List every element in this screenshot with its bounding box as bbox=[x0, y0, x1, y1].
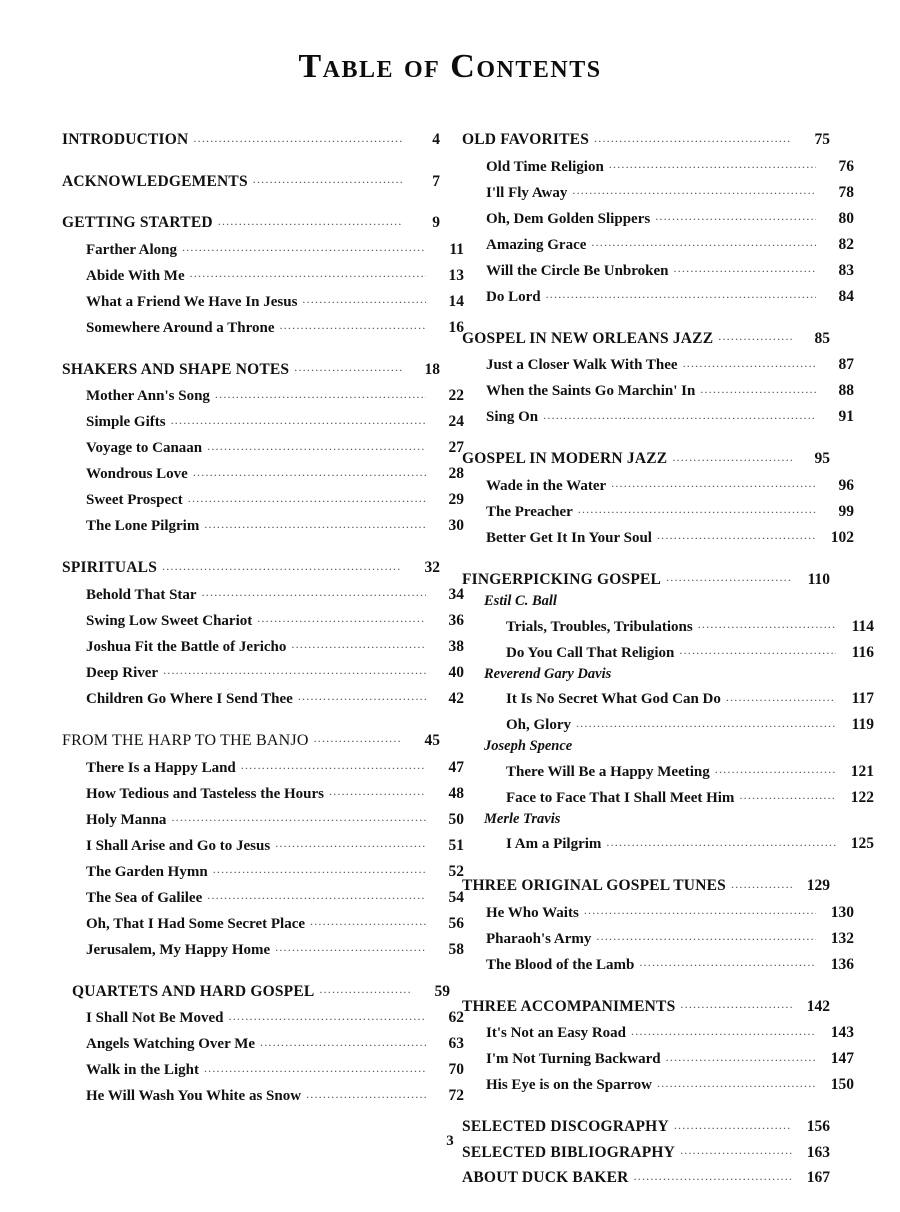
toc-artist-label: Merle Travis bbox=[484, 810, 561, 827]
dot-leader bbox=[731, 874, 792, 890]
toc-entry-page-number: 63 bbox=[448, 1035, 464, 1052]
toc-song-entry[interactable] bbox=[62, 264, 464, 284]
dot-leader bbox=[257, 609, 426, 625]
toc-entry-label: Oh, Dem Golden Slippers bbox=[486, 210, 651, 227]
toc-song-entry[interactable] bbox=[62, 488, 464, 508]
dot-leader bbox=[229, 1006, 426, 1022]
toc-entry-page-number: 125 bbox=[850, 835, 874, 852]
toc-entry-label: It's Not an Easy Road bbox=[486, 1025, 627, 1041]
dot-leader bbox=[679, 641, 836, 657]
dot-leader bbox=[726, 687, 836, 703]
toc-entry-label: Oh, That I Had Some Secret Place bbox=[86, 915, 306, 932]
toc-entry-label: The Garden Hymn bbox=[86, 863, 208, 880]
toc-song-entry[interactable] bbox=[462, 832, 874, 852]
toc-entry-page-number: 129 bbox=[806, 877, 830, 894]
toc-entry-page-number: 110 bbox=[807, 570, 830, 588]
dot-leader bbox=[204, 1058, 426, 1074]
dot-leader bbox=[306, 1084, 426, 1100]
toc-song-entry[interactable] bbox=[62, 782, 464, 802]
toc-entry-page-number: 76 bbox=[838, 157, 854, 175]
toc-entry-page-number: 22 bbox=[448, 387, 464, 404]
toc-entry-label: Swing Low Sweet Chariot bbox=[86, 612, 253, 629]
dot-leader bbox=[182, 238, 426, 254]
toc-song-entry[interactable] bbox=[62, 1084, 464, 1104]
dot-leader bbox=[190, 264, 426, 280]
toc-entry-page-number: 75 bbox=[814, 131, 830, 148]
toc-entry-label: I Am a Pilgrim bbox=[506, 836, 602, 852]
dot-leader bbox=[163, 661, 426, 677]
dot-leader bbox=[674, 259, 816, 275]
toc-section bbox=[62, 980, 464, 1105]
toc-song-entry[interactable] bbox=[462, 474, 854, 494]
toc-entry-label: ABOUT DUCK BAKER bbox=[462, 1169, 629, 1186]
toc-entry-label: There Will Be a Happy Meeting bbox=[506, 763, 710, 780]
dot-leader bbox=[546, 285, 816, 301]
toc-entry-page-number: 121 bbox=[850, 762, 874, 780]
toc-song-entry[interactable] bbox=[62, 1058, 464, 1078]
dot-leader bbox=[700, 379, 816, 395]
toc-section bbox=[62, 556, 464, 707]
toc-entry-label: Angels Watching Over Me bbox=[86, 1036, 256, 1052]
toc-entry-page-number: 136 bbox=[830, 955, 854, 973]
toc-entry-label: SHAKERS AND SHAPE NOTES bbox=[62, 360, 290, 378]
toc-entry-label: What a Friend We Have In Jesus bbox=[86, 293, 298, 310]
toc-section-header[interactable] bbox=[62, 128, 440, 148]
toc-entry-label: Do Lord bbox=[486, 288, 541, 305]
toc-song-entry[interactable] bbox=[62, 583, 464, 603]
toc-entry-label: QUARTETS AND HARD GOSPEL bbox=[72, 982, 315, 1000]
dot-leader bbox=[718, 327, 792, 343]
toc-section-header[interactable] bbox=[462, 447, 830, 467]
toc-song-entry[interactable] bbox=[462, 233, 854, 253]
toc-entry-page-number: 78 bbox=[838, 183, 854, 201]
toc-song-entry[interactable] bbox=[62, 912, 464, 932]
toc-entry-label: Sing On bbox=[486, 409, 539, 425]
toc-entry-page-number: 99 bbox=[838, 502, 854, 520]
toc-entry-label: SELECTED BIBLIOGRAPHY bbox=[462, 1143, 676, 1161]
toc-song-entry[interactable] bbox=[62, 834, 464, 854]
toc-entry-label: It Is No Secret What God Can Do bbox=[506, 691, 721, 707]
toc-entry-page-number: 150 bbox=[830, 1076, 854, 1093]
toc-entry-label: Abide With Me bbox=[86, 267, 185, 284]
toc-entry-page-number: 70 bbox=[448, 1061, 464, 1078]
toc-song-entry[interactable] bbox=[62, 635, 464, 655]
toc-entry-page-number: 58 bbox=[448, 940, 464, 958]
toc-entry-page-number: 11 bbox=[449, 240, 464, 258]
toc-entry-page-number: 163 bbox=[806, 1143, 830, 1161]
toc-entry-page-number: 119 bbox=[851, 716, 874, 733]
toc-entry-label: Do You Call That Religion bbox=[506, 644, 675, 661]
toc-entry-page-number: 80 bbox=[838, 209, 854, 227]
toc-song-entry[interactable] bbox=[62, 609, 464, 629]
toc-entry-page-number: 84 bbox=[838, 287, 854, 305]
toc-entry-label: Wade in the Water bbox=[486, 477, 607, 494]
toc-song-entry[interactable] bbox=[462, 526, 854, 546]
toc-entry-label: The Blood of the Lamb bbox=[486, 956, 635, 973]
toc-entry-page-number: 142 bbox=[806, 997, 830, 1015]
toc-backmatter-entry[interactable] bbox=[462, 1166, 830, 1186]
toc-entry-label: Better Get It In Your Soul bbox=[486, 529, 652, 546]
dot-leader bbox=[218, 211, 402, 227]
dot-leader bbox=[302, 290, 426, 306]
dot-leader bbox=[171, 410, 426, 426]
toc-entry-page-number: 85 bbox=[814, 329, 830, 347]
toc-section bbox=[62, 170, 440, 190]
dot-leader bbox=[596, 927, 816, 943]
toc-song-entry[interactable] bbox=[62, 410, 464, 430]
toc-section-header[interactable] bbox=[62, 170, 440, 190]
dot-leader bbox=[188, 488, 426, 504]
dot-leader bbox=[193, 128, 402, 144]
toc-song-entry[interactable] bbox=[62, 514, 464, 534]
toc-backmatter-block bbox=[462, 1115, 830, 1186]
toc-artist-label: Joseph Spence bbox=[484, 738, 573, 754]
dot-leader bbox=[253, 170, 402, 186]
toc-entry-label: Pharaoh's Army bbox=[486, 930, 592, 947]
toc-entry-label: When the Saints Go Marchin' In bbox=[486, 383, 696, 399]
toc-entry-page-number: 96 bbox=[838, 476, 854, 494]
toc-entry-page-number: 52 bbox=[448, 862, 464, 880]
dot-leader bbox=[655, 207, 816, 223]
toc-entry-label: There Is a Happy Land bbox=[86, 759, 236, 776]
dot-leader bbox=[683, 353, 816, 369]
toc-section bbox=[462, 128, 854, 305]
toc-entry-page-number: 91 bbox=[838, 408, 854, 425]
toc-entry-page-number: 27 bbox=[448, 439, 464, 456]
toc-entry-page-number: 4 bbox=[432, 131, 440, 148]
toc-entry-label: GETTING STARTED bbox=[62, 214, 213, 231]
toc-artist-heading bbox=[462, 739, 852, 754]
toc-entry-page-number: 50 bbox=[448, 810, 464, 828]
toc-song-entry[interactable] bbox=[462, 641, 874, 661]
toc-entry-label: He Who Waits bbox=[486, 904, 579, 921]
toc-section-header[interactable] bbox=[462, 568, 830, 588]
toc-artist-heading bbox=[462, 812, 852, 827]
toc-entry-label: The Lone Pilgrim bbox=[86, 518, 200, 534]
toc-song-entry[interactable] bbox=[462, 615, 874, 635]
toc-entry-label: Behold That Star bbox=[86, 586, 197, 603]
toc-entry-page-number: 72 bbox=[448, 1087, 464, 1104]
toc-song-entry[interactable] bbox=[462, 285, 854, 305]
toc-entry-label: Trials, Troubles, Tribulations bbox=[506, 618, 693, 635]
toc-section bbox=[462, 447, 854, 546]
toc-entry-page-number: 51 bbox=[448, 836, 464, 854]
dot-leader bbox=[329, 782, 426, 798]
toc-song-entry[interactable] bbox=[62, 756, 464, 776]
dot-leader bbox=[657, 526, 816, 542]
toc-song-entry[interactable] bbox=[462, 901, 854, 921]
dot-leader bbox=[672, 447, 792, 463]
dot-leader bbox=[666, 568, 792, 584]
dot-leader bbox=[578, 500, 816, 516]
toc-entry-label: The Preacher bbox=[486, 503, 573, 520]
dot-leader bbox=[280, 316, 426, 332]
toc-song-entry[interactable] bbox=[62, 384, 464, 404]
toc-entry-page-number: 122 bbox=[850, 788, 874, 806]
toc-song-entry[interactable] bbox=[62, 436, 464, 456]
toc-song-entry[interactable] bbox=[62, 1032, 464, 1052]
toc-section bbox=[62, 128, 440, 148]
toc-column-right bbox=[462, 128, 874, 1192]
toc-entry-page-number: 13 bbox=[448, 266, 464, 284]
dot-leader bbox=[193, 462, 426, 478]
dot-leader bbox=[260, 1032, 426, 1048]
toc-entry-label: Wondrous Love bbox=[86, 466, 188, 482]
dot-leader bbox=[298, 687, 426, 703]
toc-entry-label: Joshua Fit the Battle of Jericho bbox=[86, 638, 287, 655]
dot-leader bbox=[609, 155, 816, 171]
dot-leader bbox=[204, 514, 426, 530]
toc-entry-label: Old Time Religion bbox=[486, 158, 604, 175]
dot-leader bbox=[666, 1047, 816, 1063]
toc-entry-label: Amazing Grace bbox=[486, 236, 587, 253]
toc-entry-page-number: 114 bbox=[851, 617, 874, 635]
dot-leader bbox=[584, 901, 816, 917]
toc-song-entry[interactable] bbox=[462, 207, 854, 227]
dot-leader bbox=[310, 912, 426, 928]
toc-entry-label: Deep River bbox=[86, 664, 159, 681]
dot-leader bbox=[241, 756, 426, 772]
toc-entry-page-number: 117 bbox=[851, 690, 874, 707]
toc-entry-page-number: 14 bbox=[448, 292, 464, 310]
toc-song-entry[interactable] bbox=[62, 316, 464, 336]
toc-entry-label: I'm Not Turning Backward bbox=[486, 1051, 661, 1067]
toc-song-entry[interactable] bbox=[462, 786, 874, 806]
toc-entry-label: GOSPEL IN NEW ORLEANS JAZZ bbox=[462, 329, 714, 347]
dot-leader bbox=[674, 1115, 792, 1131]
toc-song-entry[interactable] bbox=[462, 181, 854, 201]
toc-section-header[interactable] bbox=[62, 729, 440, 749]
toc-song-entry[interactable] bbox=[462, 1073, 854, 1093]
dot-leader bbox=[202, 583, 426, 599]
page-title: Table of Contents bbox=[298, 48, 602, 85]
toc-entry-page-number: 167 bbox=[806, 1169, 830, 1186]
toc-section-header[interactable] bbox=[62, 358, 440, 378]
toc-entry-label: He Will Wash You White as Snow bbox=[86, 1088, 302, 1104]
toc-entry-page-number: 30 bbox=[448, 517, 464, 534]
toc-song-entry[interactable] bbox=[462, 1047, 854, 1067]
dot-leader bbox=[213, 860, 426, 876]
toc-entry-page-number: 36 bbox=[448, 611, 464, 629]
toc-entry-page-number: 7 bbox=[432, 172, 440, 190]
dot-leader bbox=[294, 358, 402, 374]
toc-entry-label: SPIRITUALS bbox=[62, 559, 158, 576]
toc-entry-label: Walk in the Light bbox=[86, 1062, 199, 1078]
toc-song-entry[interactable] bbox=[462, 500, 854, 520]
toc-song-entry[interactable] bbox=[462, 927, 854, 947]
toc-song-entry[interactable] bbox=[62, 290, 464, 310]
toc-song-entry[interactable] bbox=[62, 238, 464, 258]
toc-entry-label: Voyage to Canaan bbox=[86, 440, 203, 456]
toc-entry-page-number: 62 bbox=[448, 1009, 464, 1026]
toc-entry-page-number: 132 bbox=[830, 929, 854, 947]
dot-leader bbox=[215, 384, 426, 400]
toc-entry-label: Just a Closer Walk With Thee bbox=[486, 357, 678, 373]
toc-song-entry[interactable] bbox=[62, 808, 464, 828]
toc-entry-label: INTRODUCTION bbox=[62, 131, 189, 148]
toc-entry-page-number: 87 bbox=[838, 356, 854, 373]
toc-song-entry[interactable] bbox=[462, 259, 854, 279]
toc-song-entry[interactable] bbox=[62, 661, 464, 681]
dot-leader bbox=[162, 556, 402, 572]
toc-entry-label: Will the Circle Be Unbroken bbox=[486, 262, 669, 279]
dot-leader bbox=[631, 1021, 816, 1037]
toc-song-entry[interactable] bbox=[462, 155, 854, 175]
toc-entry-page-number: 59 bbox=[434, 982, 450, 1000]
toc-entry-label: How Tedious and Tasteless the Hours bbox=[86, 785, 324, 802]
dot-leader bbox=[634, 1166, 792, 1182]
toc-entry-page-number: 28 bbox=[448, 465, 464, 482]
toc-song-entry[interactable] bbox=[62, 687, 464, 707]
toc-entry-page-number: 56 bbox=[448, 914, 464, 932]
toc-entry-label: His Eye is on the Sparrow bbox=[486, 1077, 652, 1093]
dot-leader bbox=[291, 635, 426, 651]
toc-entry-page-number: 40 bbox=[448, 663, 464, 681]
toc-entry-label: Somewhere Around a Throne bbox=[86, 319, 275, 336]
dot-leader bbox=[606, 832, 836, 848]
toc-entry-page-number: 45 bbox=[424, 731, 440, 749]
toc-entry-label: The Sea of Galilee bbox=[86, 889, 203, 906]
toc-entry-page-number: 130 bbox=[830, 903, 854, 921]
toc-entry-label: Simple Gifts bbox=[86, 414, 166, 430]
toc-section-header[interactable] bbox=[62, 980, 450, 1000]
dot-leader bbox=[576, 713, 836, 729]
toc-entry-label: FROM THE HARP TO THE BANJO bbox=[62, 731, 309, 749]
dot-leader bbox=[275, 938, 426, 954]
toc-section-header[interactable] bbox=[462, 327, 830, 347]
toc-section-header[interactable] bbox=[462, 995, 830, 1015]
toc-song-entry[interactable] bbox=[62, 886, 464, 906]
dot-leader bbox=[171, 808, 426, 824]
toc-section bbox=[462, 995, 854, 1094]
toc-column-left bbox=[62, 128, 464, 1110]
toc-entry-label: Sweet Prospect bbox=[86, 492, 183, 508]
dot-leader bbox=[314, 729, 402, 745]
toc-entry-label: THREE ORIGINAL GOSPEL TUNES bbox=[462, 877, 726, 894]
toc-song-entry[interactable] bbox=[62, 1006, 464, 1026]
toc-entry-page-number: 147 bbox=[830, 1050, 854, 1067]
toc-entry-label: OLD FAVORITES bbox=[462, 131, 590, 148]
dot-leader bbox=[572, 181, 816, 197]
toc-section bbox=[62, 211, 464, 336]
toc-song-entry[interactable] bbox=[462, 687, 874, 707]
toc-entry-page-number: 48 bbox=[448, 784, 464, 802]
toc-entry-page-number: 24 bbox=[448, 413, 464, 430]
toc-entry-label: Children Go Where I Send Thee bbox=[86, 690, 293, 707]
toc-section bbox=[462, 874, 854, 973]
toc-backmatter-entry[interactable] bbox=[462, 1115, 830, 1135]
toc-artist-label: Reverend Gary Davis bbox=[484, 665, 612, 682]
toc-entry-label: Mother Ann's Song bbox=[86, 388, 210, 404]
dot-leader bbox=[698, 615, 836, 631]
toc-artist-heading bbox=[462, 594, 852, 609]
toc-artist-label: Estil C. Ball bbox=[484, 593, 557, 609]
toc-entry-page-number: 82 bbox=[838, 235, 854, 253]
toc-entry-page-number: 32 bbox=[424, 559, 440, 576]
toc-section-header[interactable] bbox=[462, 874, 830, 894]
toc-entry-page-number: 16 bbox=[448, 318, 464, 336]
toc-song-entry[interactable] bbox=[462, 405, 854, 425]
toc-entry-label: I'll Fly Away bbox=[486, 184, 568, 201]
toc-entry-page-number: 156 bbox=[806, 1118, 830, 1135]
toc-song-entry[interactable] bbox=[62, 860, 464, 880]
toc-section bbox=[62, 729, 464, 958]
toc-song-entry[interactable] bbox=[462, 353, 854, 373]
toc-entry-page-number: 42 bbox=[448, 689, 464, 707]
page-folio: 3 bbox=[446, 1133, 454, 1149]
dot-leader bbox=[207, 886, 426, 902]
toc-section-header[interactable] bbox=[462, 128, 830, 148]
toc-entry-label: ACKNOWLEDGEMENTS bbox=[62, 172, 248, 190]
toc-song-entry[interactable] bbox=[462, 1021, 854, 1041]
toc-section bbox=[62, 358, 464, 535]
dot-leader bbox=[657, 1073, 816, 1089]
toc-section bbox=[462, 568, 874, 853]
toc-entry-label: Farther Along bbox=[86, 241, 177, 258]
dot-leader bbox=[207, 436, 426, 452]
toc-entry-page-number: 102 bbox=[830, 528, 854, 546]
toc-song-entry[interactable] bbox=[62, 938, 464, 958]
dot-leader bbox=[715, 760, 836, 776]
toc-song-entry[interactable] bbox=[462, 713, 874, 733]
toc-entry-label: Holy Manna bbox=[86, 811, 167, 828]
toc-entry-label: FINGERPICKING GOSPEL bbox=[462, 570, 662, 588]
dot-leader bbox=[591, 233, 816, 249]
toc-entry-page-number: 29 bbox=[448, 491, 464, 508]
toc-entry-page-number: 95 bbox=[814, 450, 830, 467]
dot-leader bbox=[739, 786, 836, 802]
toc-song-entry[interactable] bbox=[462, 760, 874, 780]
dot-leader bbox=[639, 953, 816, 969]
toc-song-entry[interactable] bbox=[462, 953, 854, 973]
toc-entry-label: SELECTED DISCOGRAPHY bbox=[462, 1118, 669, 1135]
toc-entry-page-number: 38 bbox=[448, 637, 464, 655]
dot-leader bbox=[680, 995, 792, 1011]
dot-leader bbox=[611, 474, 816, 490]
toc-entry-label: Jerusalem, My Happy Home bbox=[86, 941, 271, 958]
toc-entry-page-number: 88 bbox=[838, 382, 854, 399]
toc-entry-page-number: 116 bbox=[851, 643, 874, 661]
toc-entry-label: Oh, Glory bbox=[506, 717, 572, 733]
toc-section bbox=[462, 327, 854, 426]
toc-entry-page-number: 54 bbox=[448, 888, 464, 906]
toc-section-header[interactable] bbox=[62, 211, 440, 231]
toc-artist-heading bbox=[462, 667, 852, 682]
toc-entry-label: I Shall Not Be Moved bbox=[86, 1010, 224, 1026]
dot-leader bbox=[543, 405, 816, 421]
toc-song-entry[interactable] bbox=[62, 462, 464, 482]
toc-entry-page-number: 34 bbox=[448, 585, 464, 603]
dot-leader bbox=[319, 980, 412, 996]
toc-entry-label: THREE ACCOMPANIMENTS bbox=[462, 997, 676, 1015]
toc-song-entry[interactable] bbox=[462, 379, 854, 399]
toc-section-header[interactable] bbox=[62, 556, 440, 576]
toc-entry-label: GOSPEL IN MODERN JAZZ bbox=[462, 450, 668, 467]
toc-entry-label: I Shall Arise and Go to Jesus bbox=[86, 837, 271, 854]
toc-entry-page-number: 47 bbox=[448, 758, 464, 776]
dot-leader bbox=[594, 128, 792, 144]
toc-entry-page-number: 83 bbox=[838, 261, 854, 279]
dot-leader bbox=[275, 834, 426, 850]
toc-entry-page-number: 9 bbox=[432, 214, 440, 231]
toc-entry-page-number: 143 bbox=[830, 1024, 854, 1041]
toc-entry-label: Face to Face That I Shall Meet Him bbox=[506, 789, 735, 806]
toc-entry-page-number: 18 bbox=[424, 360, 440, 378]
